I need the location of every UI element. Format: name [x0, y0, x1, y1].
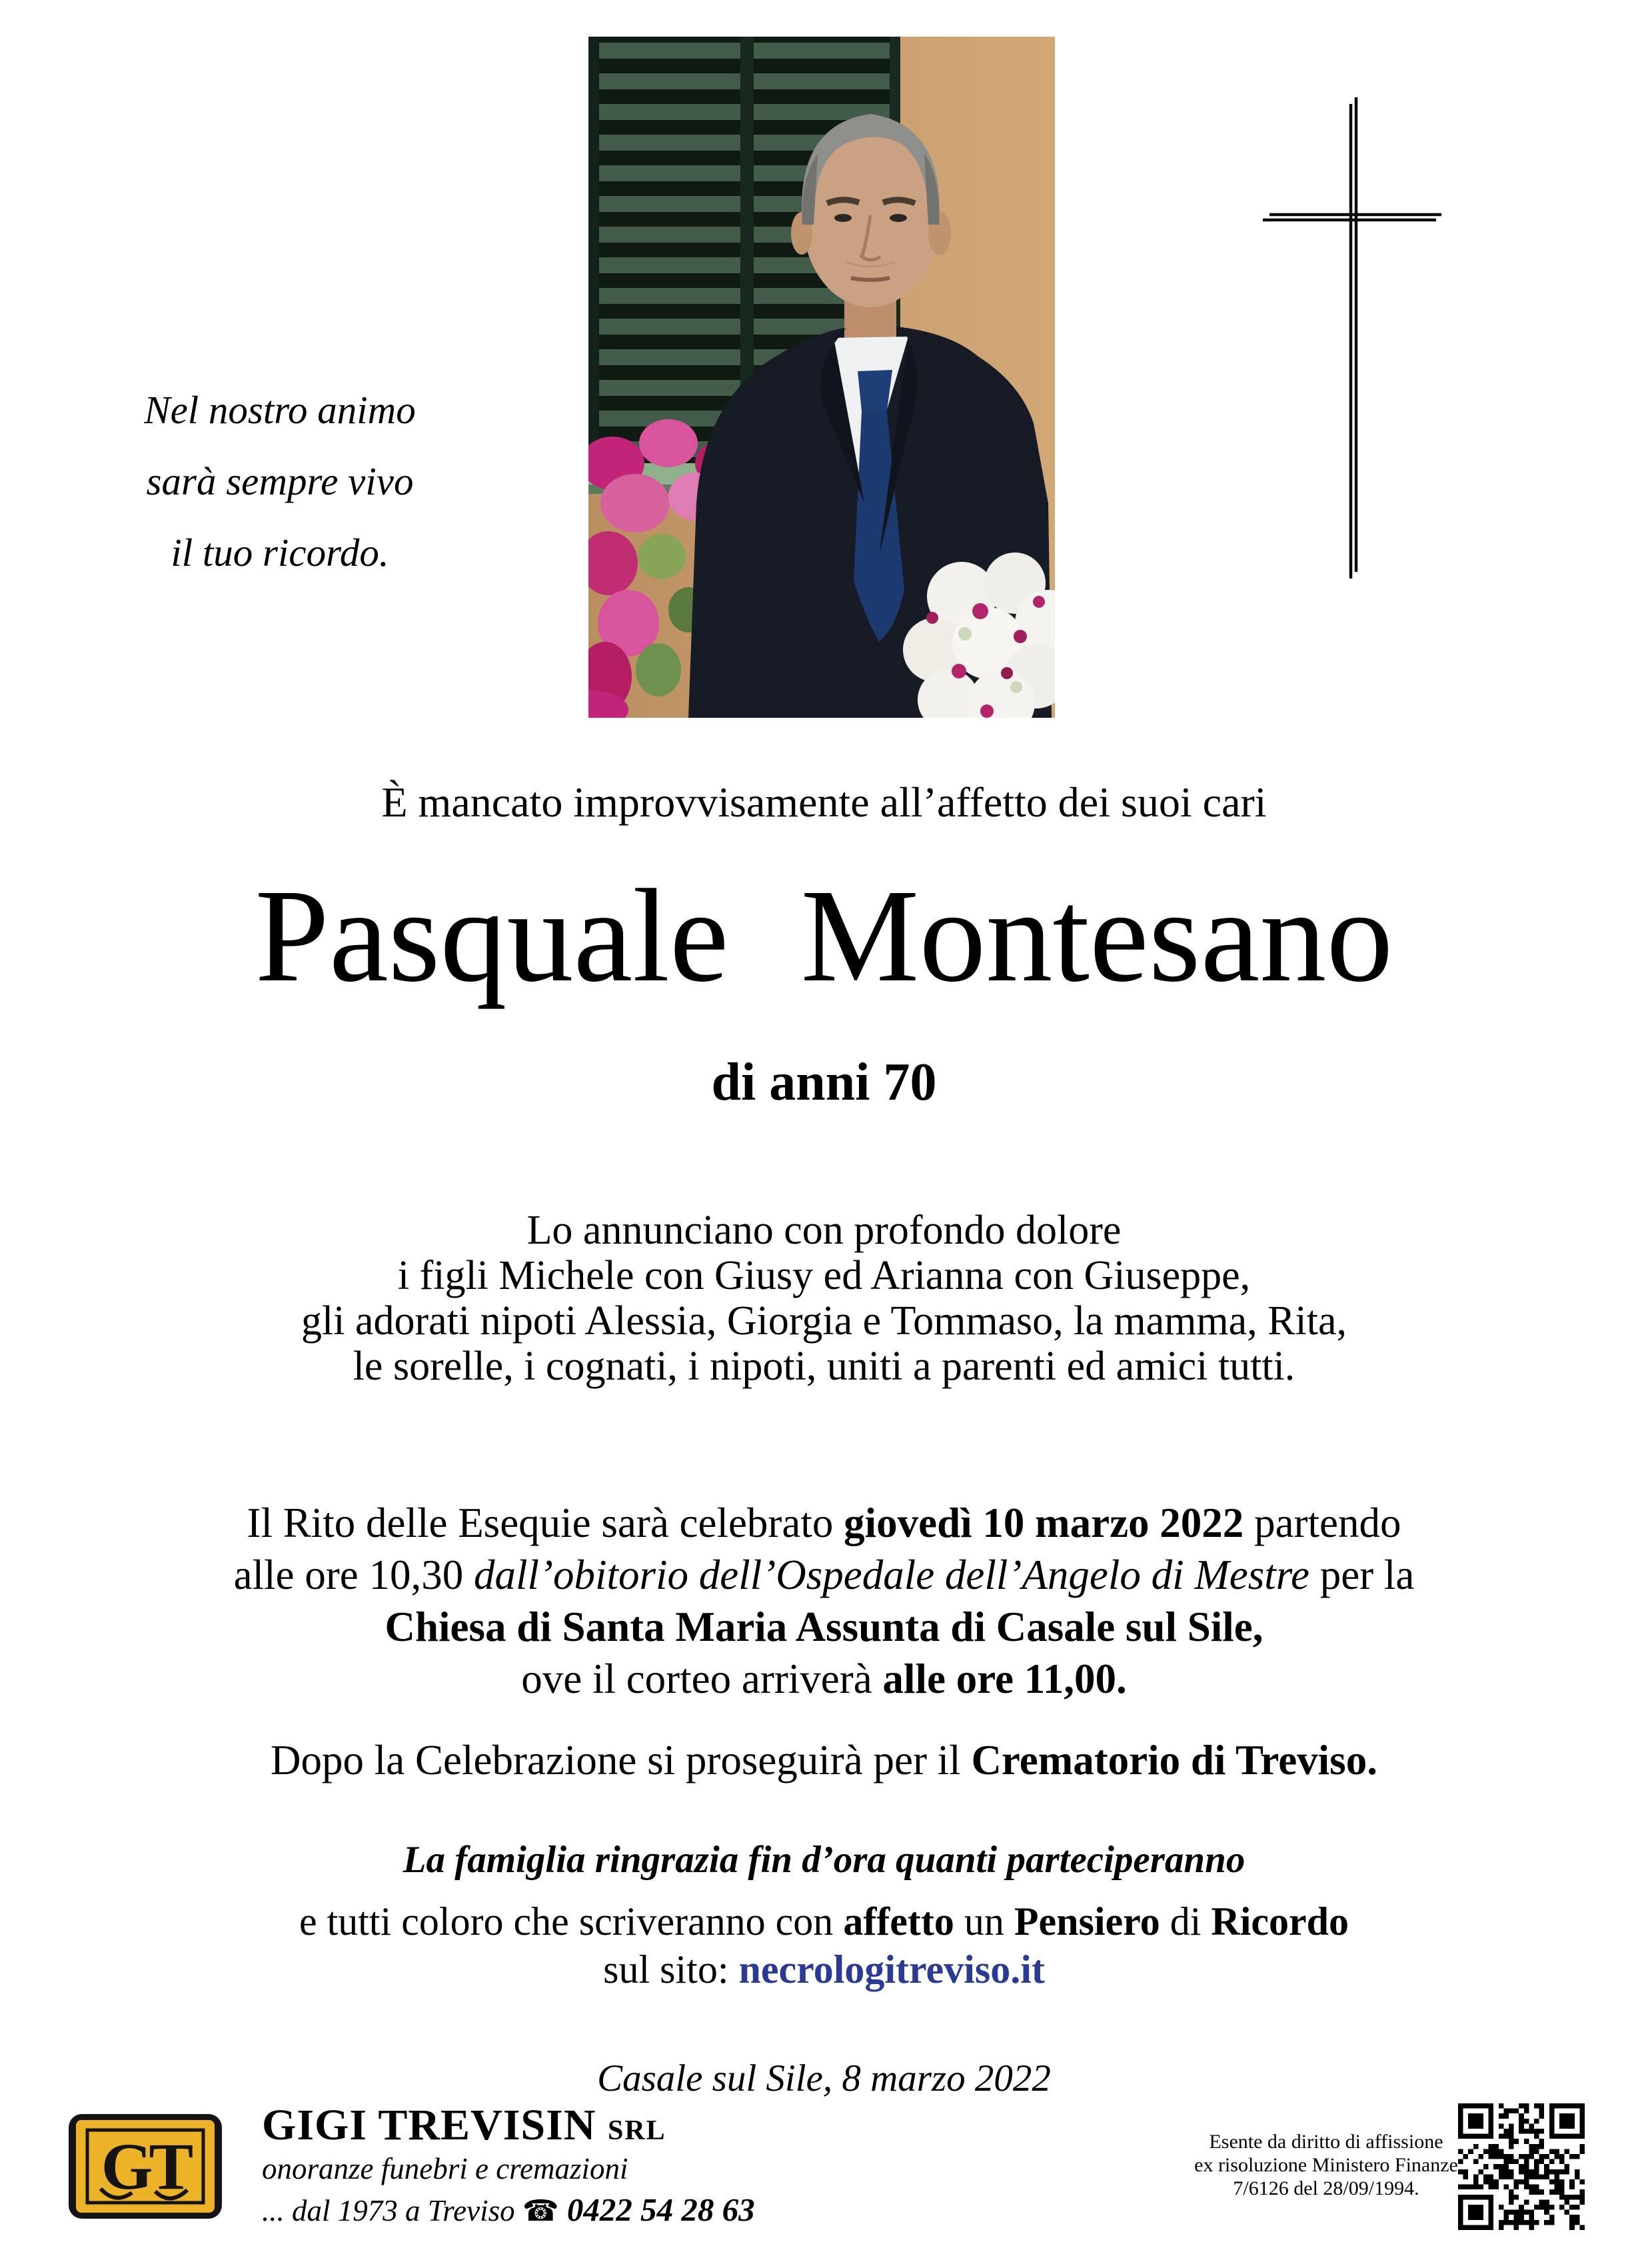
qr-code	[1458, 2103, 1585, 2230]
funeral-home-suffix: SRL	[607, 2115, 666, 2146]
website-link[interactable]: necrologitreviso.it	[738, 1947, 1045, 1991]
deceased-last-name: Montesano	[800, 862, 1393, 1010]
website-label: sul sito:	[603, 1947, 739, 1991]
family-notice-line: le sorelle, i cognati, i nipoti, uniti a parenti ed amici tutti.	[353, 1344, 1295, 1389]
epitaph-verse	[100, 375, 460, 588]
funeral-home-info	[262, 2103, 755, 2226]
family-thanks-line: La famiglia ringrazia fin d’ora quanti parteciperanno	[403, 1839, 1245, 1881]
ceremony-line: alle ore 10,30 dall’obitorio dell’Ospedale dell’Angelo di Mestre per la	[233, 1552, 1415, 1598]
funeral-home-logo	[69, 2114, 222, 2219]
cross-icon	[1259, 97, 1453, 587]
family-notice-line: Lo annunciano con profondo dolore	[526, 1208, 1122, 1253]
condolence-line: e tutti coloro che scriveranno con affetto un Pensiero di Ricordo	[299, 1899, 1349, 1943]
crematorium-line: Dopo la Celebrazione si proseguirà per il Crematorio di Treviso.	[271, 1737, 1377, 1783]
funeral-home-name: GIGI TREVISIN SRL	[262, 2101, 666, 2149]
ceremony-details	[0, 1497, 1648, 1705]
affixing-exemption-notice: Esente da diritto di affissione ex risoluzione Ministero Finanze 7/6126 del 28/09/1994.	[1194, 2131, 1458, 2199]
ceremony-morgue: dall’obitorio dell’Ospedale dell’Angelo di Mestre	[474, 1552, 1309, 1598]
deceased-first-name: Pasquale	[255, 862, 729, 1010]
website-line	[0, 1949, 1648, 1989]
family-notice-line: i figli Michele con Giusy ed Arianna con Giuseppe,	[397, 1253, 1251, 1298]
ceremony-arrival-time: alle ore 11,00.	[882, 1656, 1127, 1702]
ceremony-line: ove il corteo arriverà alle ore 11,00.	[521, 1656, 1127, 1702]
epitaph-line: sarà sempre vivo	[146, 459, 414, 503]
portrait-photo-illustration	[588, 37, 1055, 718]
epitaph-line: Nel nostro animo	[144, 388, 416, 432]
deceased-name	[0, 862, 1648, 1010]
ceremony-date: giovedì 10 marzo 2022	[844, 1500, 1244, 1546]
funeral-home-since-phone: ... dal 1973 a Treviso ☎ 0422 54 28 63	[262, 2191, 755, 2228]
logo-monogram: GT	[101, 2129, 190, 2203]
epitaph-line: il tuo ricordo.	[171, 531, 389, 574]
funeral-home-tagline: onoranze funebri e cremazioni	[262, 2152, 628, 2185]
announcement-intro: È mancato improvvisamente all’affetto dei suoi cari	[381, 778, 1267, 826]
crematorium-name: Crematorio di Treviso.	[971, 1737, 1377, 1783]
portrait-photo	[588, 37, 1055, 718]
ceremony-church: Chiesa di Santa Maria Assunta di Casale sul Sile,	[385, 1604, 1263, 1650]
place-date-line: Casale sul Sile, 8 marzo 2022	[597, 2057, 1051, 2099]
ceremony-line: Il Rito delle Esequie sarà celebrato giovedì 10 marzo 2022 partendo	[247, 1500, 1401, 1546]
phone-icon: ☎	[522, 2195, 559, 2227]
family-notice-line: gli adorati nipoti Alessia, Giorgia e Tommaso, la mamma, Rita,	[301, 1298, 1347, 1344]
deceased-age: di anni 70	[711, 1053, 937, 1112]
family-notice	[0, 1208, 1648, 1389]
phone-number: 0422 54 28 63	[558, 2191, 755, 2228]
